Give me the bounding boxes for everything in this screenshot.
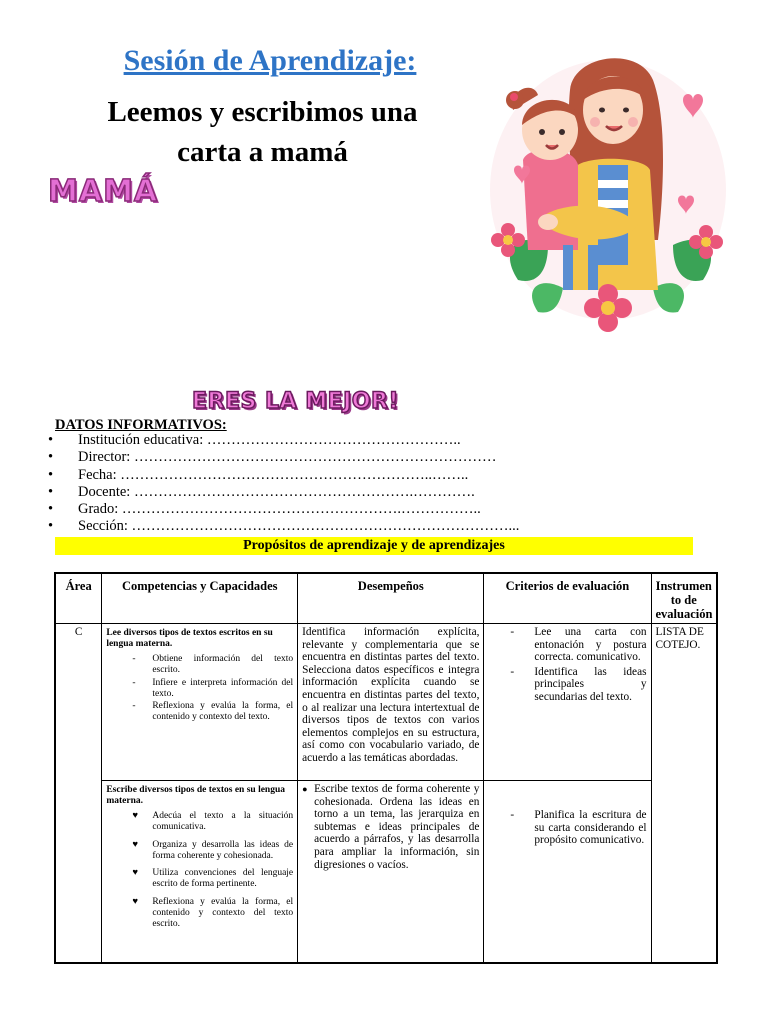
criteria-item: - Identifica las ideas principales y secundarias del texto. <box>510 665 647 703</box>
info-item-director: • Director: ………………………………………………………………… <box>48 449 519 466</box>
capacity-item: ♥ Organiza y desarrolla las ideas de forma coherente y cohesionada. <box>132 839 294 861</box>
desempeno-cell-escribe <box>298 781 484 964</box>
datos-informativos-heading: DATOS INFORMATIVOS: <box>55 417 227 433</box>
competency-cell-lee <box>102 624 298 781</box>
area-cell: C <box>55 624 102 964</box>
criteria-item: - Planifica la escritura de su carta considerando el propósito comunicativo. <box>510 809 647 847</box>
header-instrumento-line-2: to de <box>670 593 697 607</box>
wordart-mama: MAMÁ <box>48 174 159 209</box>
purpose-heading-bar: Propósitos de aprendizaje y de aprendizajes <box>55 537 693 555</box>
info-item-docente: • Docente: ………………………………………………….…………. <box>48 484 519 501</box>
criteria-item: - Lee una carta con entonación y postura correcta. comunicativo. <box>510 626 647 664</box>
competency-cell-escribe <box>102 781 298 964</box>
info-item-fecha: • Fecha: ………………………………………………………..…….. <box>48 467 519 484</box>
header-criterios: Criterios de evaluación <box>484 573 651 624</box>
header-instrumento <box>651 573 717 624</box>
header-area: Área <box>55 573 102 624</box>
dash-icon: - <box>132 677 136 688</box>
info-item-institucion: • Institución educativa: …………………………………………….. <box>48 432 519 449</box>
document-subtitle <box>60 92 465 172</box>
subtitle-line-1: Leemos y escribimos una <box>107 96 418 128</box>
capacity-item: - Reflexiona y evalúa la forma, el contenido y contexto del texto. <box>132 701 294 723</box>
info-item-grado: • Grado: ………………………………………………….…………….. <box>48 501 519 518</box>
heart-icon: ♥ <box>132 811 138 821</box>
wordart-eres-la-mejor: ERES LA MEJOR! <box>192 389 399 414</box>
dash-icon: - <box>510 809 515 821</box>
desempeno-bullet: ● Escribe textos de forma coherente y cohesionada. Ordena las ideas en torno a un tema, las jerarquiza en subtemas e ideas principales de acuerdo a párrafos, y las desarrolla para ampliar la información, sin digresiones o vacíos. <box>302 783 480 871</box>
subtitle-line-2: carta a mamá <box>177 136 348 168</box>
datos-informativos-list <box>48 432 519 536</box>
dash-icon: - <box>132 654 136 664</box>
learning-plan-table <box>54 572 718 964</box>
criteria-cell-lee <box>484 624 651 781</box>
mother-daughter-illustration <box>478 50 740 350</box>
bullet-icon: ● <box>302 784 308 794</box>
heart-icon: ♥ <box>132 868 138 879</box>
capacity-item: ♥ Reflexiona y evalúa la forma, el contenido y contexto del texto escrito. <box>132 896 294 930</box>
dash-icon: - <box>510 665 515 678</box>
table-row-lee <box>55 624 717 781</box>
criteria-cell-escribe <box>484 781 651 964</box>
info-item-seccion: • Sección: ……………………………………………………………………... <box>48 518 519 535</box>
capacity-item: ♥ Utiliza convenciones del lenguaje escrito de forma pertinente. <box>132 868 294 890</box>
header-instrumento-line-1: Instrumen <box>655 579 712 593</box>
table-row-escribe <box>55 781 717 964</box>
heart-icon: ♥ <box>132 896 138 907</box>
dash-icon: - <box>510 626 515 638</box>
header-desempenos: Desempeños <box>298 573 484 624</box>
competency-title-lee: Lee diversos tipos de textos escritos en su lengua materna. <box>106 628 273 649</box>
capacity-item: ♥ Adecúa el texto a la situación comunicativa. <box>132 811 294 833</box>
capacity-item: - Obtiene información del texto escrito. <box>132 654 294 676</box>
desempeno-cell-lee: Identifica información explícita, relevante y complementaria que se encuentra en distintas partes del texto. Selecciona datos específicos e integra información explícita cuando se encuentra en distintas partes del texto, o al realizar una lectura intertextual de diversos tipos de textos con varios elementos complejos en su estructura, así como con vocabulario variado, de acuerdo a las temáticas abordadas. <box>298 624 484 781</box>
competency-title-escribe: Escribe diversos tipos de textos en su lengua materna. <box>106 785 285 806</box>
instrument-cell: LISTA DE COTEJO. <box>651 624 717 964</box>
capacity-item: - Infiere e interpreta información del texto. <box>132 677 294 699</box>
document-title: Sesión de Aprendizaje: <box>123 44 417 77</box>
dash-icon: - <box>132 701 136 712</box>
header-competencias: Competencias y Capacidades <box>102 573 298 624</box>
header-instrumento-line-3: evaluación <box>655 607 713 621</box>
heart-icon: ♥ <box>132 839 138 850</box>
